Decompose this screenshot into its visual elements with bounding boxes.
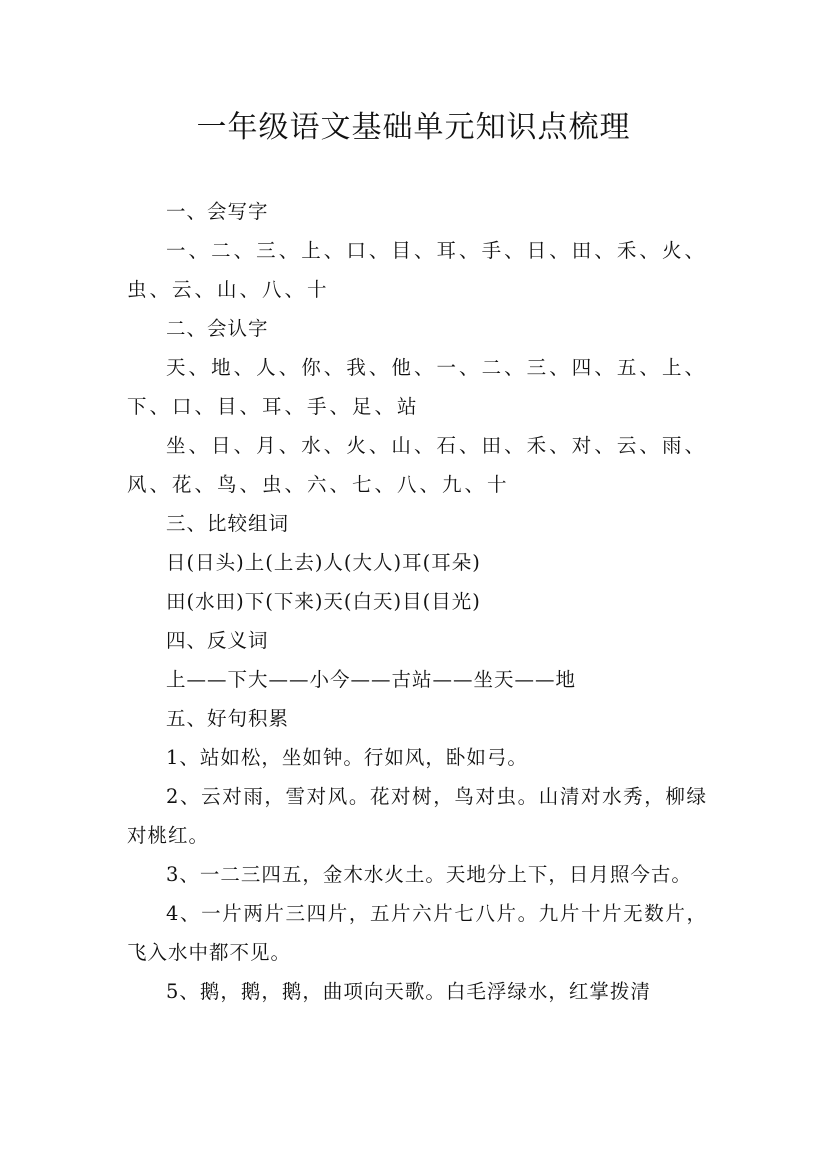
good-sentence-3: 3、一二三四五，金木水火土。天地分上下，日月照今古。	[166, 863, 692, 886]
reading-characters-2: 坐、日、月、水、火、山、石、田、禾、对、云、雨、风、花、鸟、虫、六、七、八、九、十	[127, 434, 707, 496]
word-groups-line-2: 田(水田)下(下来)天(白天)目(目光)	[166, 590, 481, 613]
section-heading-antonyms: 四、反义词	[166, 629, 269, 652]
document-title: 一年级语文基础单元知识点梳理	[196, 110, 631, 145]
antonyms-line: 上——下大——小今——古站——坐天——地	[166, 668, 577, 691]
section-heading-good-sentences: 五、好句积累	[166, 707, 290, 730]
good-sentence-5: 5、鹅，鹅，鹅，曲项向天歌。白毛浮绿水，红掌拨清	[166, 980, 651, 1003]
reading-characters-1: 天、地、人、你、我、他、一、二、三、四、五、上、下、口、目、耳、手、足、站	[127, 356, 707, 418]
word-groups-line-1: 日(日头)上(上去)人(大人)耳(耳朵)	[166, 551, 481, 574]
good-sentence-4: 4、一片两片三四片，五片六片七八片。九片十片无数片，飞入水中都不见。	[127, 902, 707, 964]
good-sentence-1: 1、站如松，坐如钟。行如风，卧如弓。	[166, 746, 528, 769]
writing-characters: 一、二、三、上、口、目、耳、手、日、田、禾、火、虫、云、山、八、十	[127, 239, 707, 301]
section-heading-writing: 一、会写字	[166, 200, 269, 223]
section-heading-reading: 二、会认字	[166, 317, 269, 340]
good-sentence-2: 2、云对雨，雪对风。花对树，鸟对虫。山清对水秀，柳绿对桃红。	[127, 785, 707, 847]
document-body	[127, 192, 707, 1011]
section-heading-word-groups: 三、比较组词	[166, 512, 290, 535]
